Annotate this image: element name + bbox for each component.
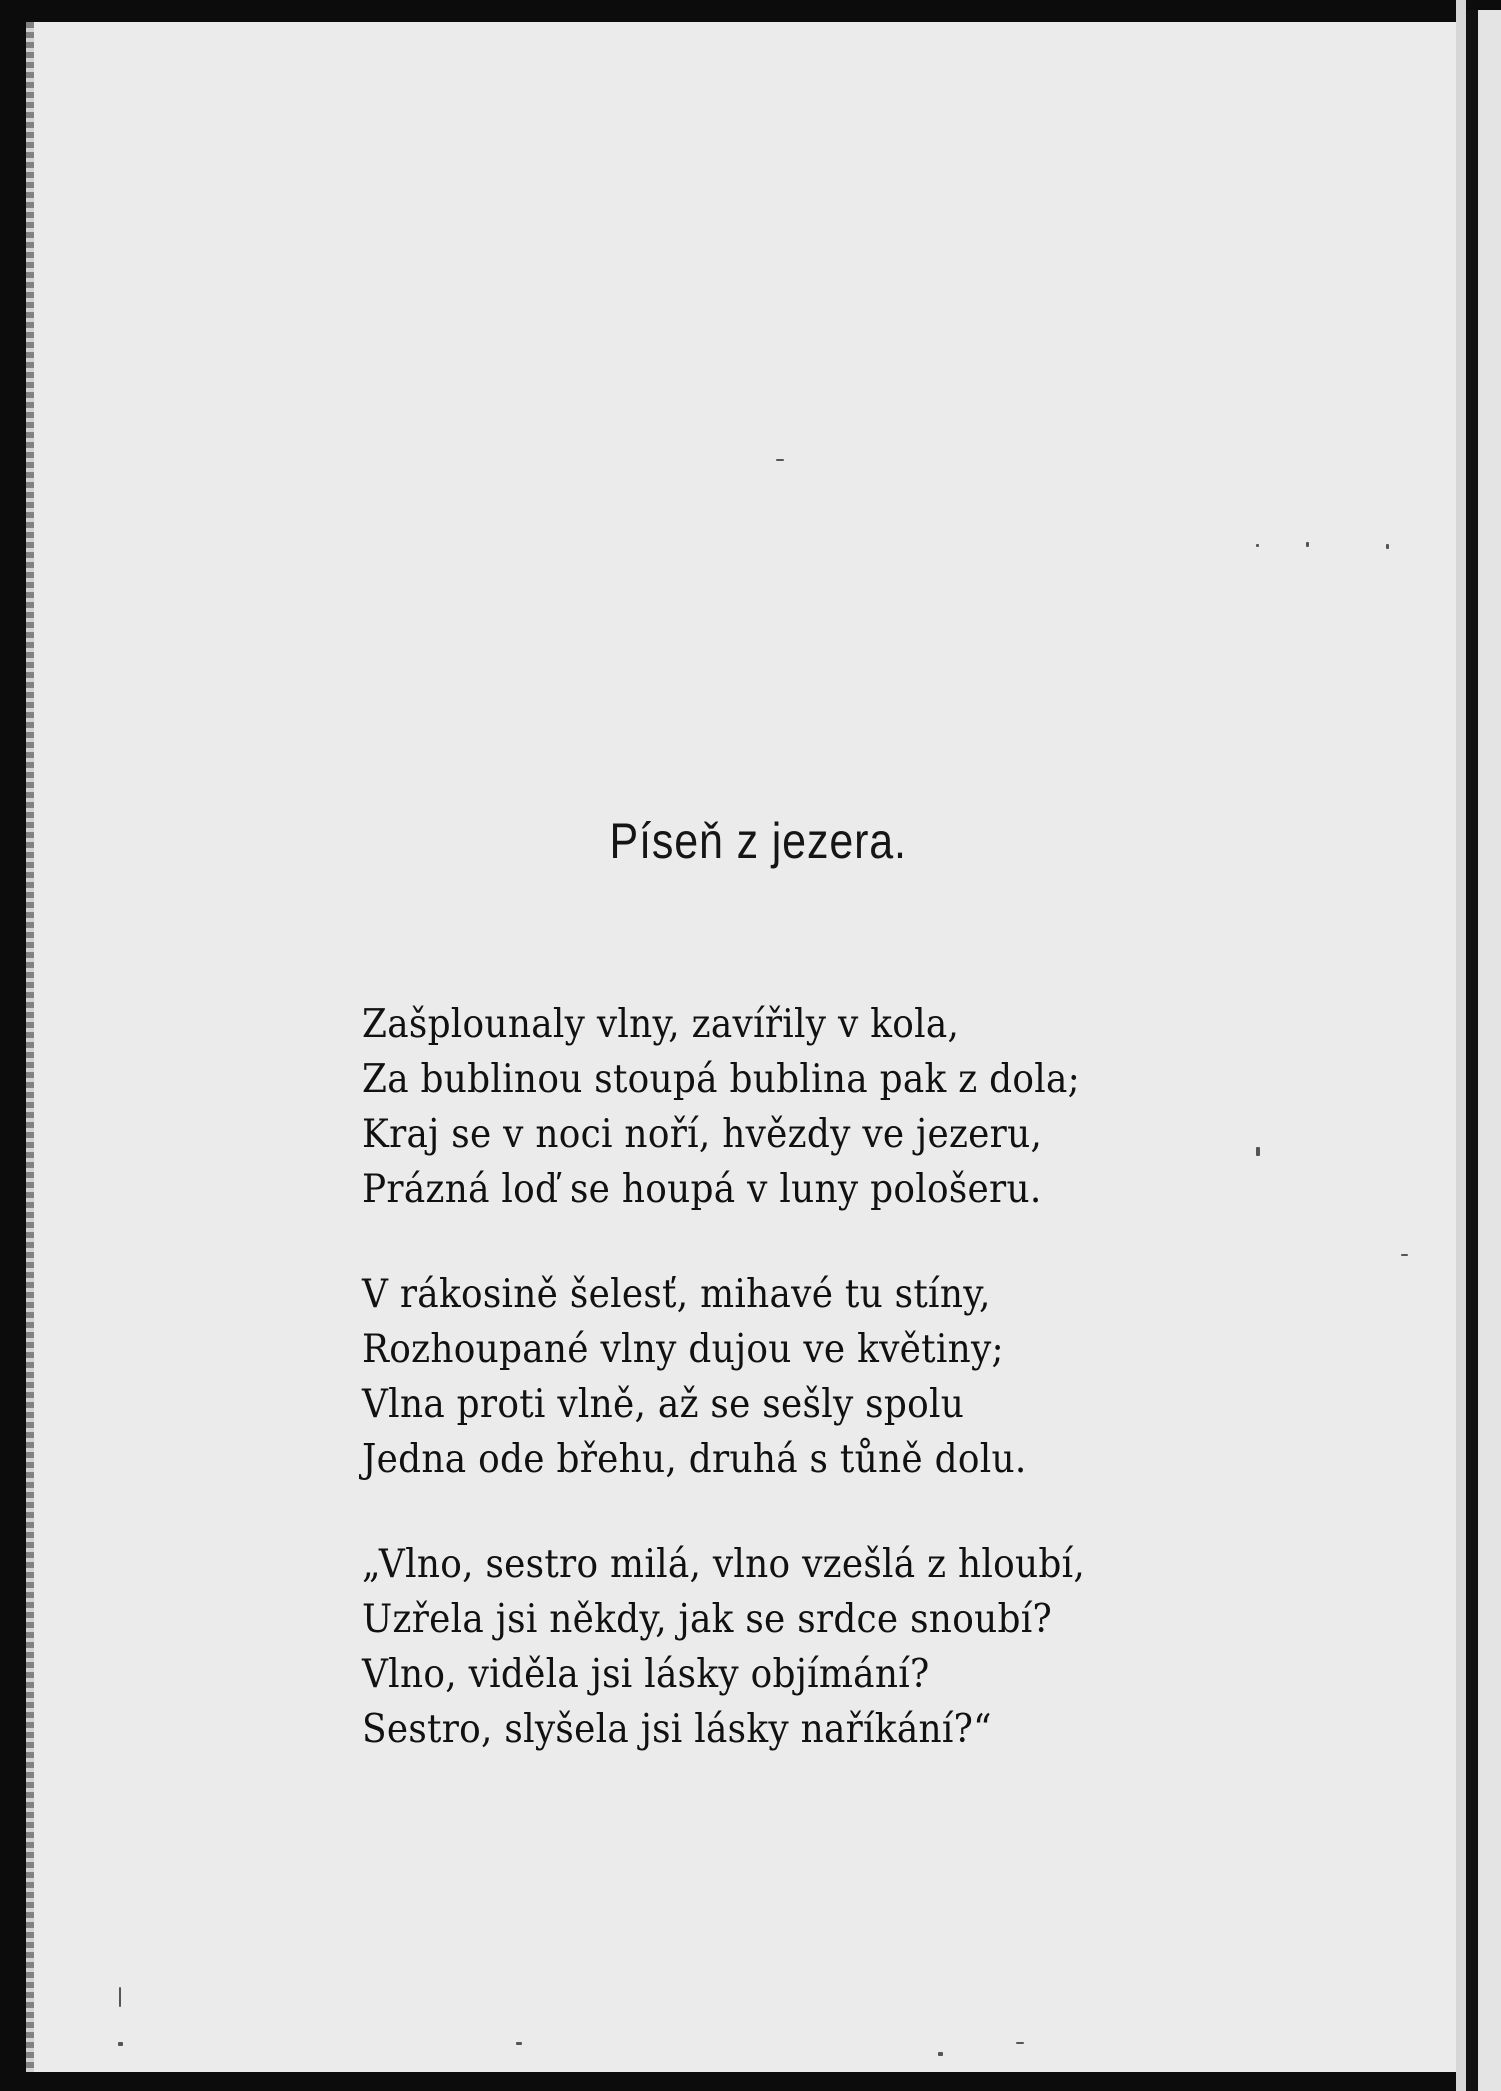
verse-line: Vlno, viděla jsi lásky objímání? bbox=[362, 1652, 930, 1697]
dust-speck bbox=[118, 2042, 123, 2046]
verse-line: Prázná loď se houpá v luny pološeru. bbox=[362, 1167, 1042, 1212]
verse-line: Kraj se v noci noří, hvězdy ve jezeru, bbox=[362, 1112, 1043, 1157]
dust-speck bbox=[119, 1987, 121, 2007]
poem-title: Píseň z jezera. bbox=[609, 813, 907, 869]
verse-line: Rozhoupané vlny dujou ve květiny; bbox=[362, 1327, 1004, 1372]
dust-speck bbox=[516, 2042, 522, 2045]
verse-line: Jedna ode břehu, druhá s tůně dolu. bbox=[362, 1437, 1027, 1482]
verse-line: Vlna proti vlně, až se sešly spolu bbox=[362, 1382, 965, 1427]
verse-line: V rákosině šelesť, mihavé tu stíny, bbox=[362, 1272, 991, 1317]
verse-line: Uzřela jsi někdy, jak se srdce snoubí? bbox=[362, 1597, 1052, 1642]
stanza-3 bbox=[362, 1537, 1322, 1757]
dust-speck bbox=[1306, 542, 1309, 547]
dust-speck bbox=[1016, 2042, 1024, 2044]
dust-speck bbox=[776, 459, 784, 461]
poem-body bbox=[362, 997, 1322, 1807]
dust-speck bbox=[938, 2052, 943, 2056]
book-page bbox=[26, 22, 1456, 2072]
stanza-1 bbox=[362, 997, 1322, 1217]
scan-border bbox=[1456, 0, 1466, 2091]
dust-speck bbox=[1256, 1147, 1260, 1156]
scan-border-dark bbox=[1466, 10, 1478, 2091]
dust-speck bbox=[1256, 544, 1259, 547]
verse-line: Sestro, slyšela jsi lásky naříkání?“ bbox=[362, 1707, 992, 1752]
dust-speck bbox=[1401, 1254, 1408, 1256]
verse-line: „Vlno, sestro milá, vlno vzešlá z hloubí, bbox=[362, 1542, 1086, 1587]
verse-line: Zašplounaly vlny, zavířily v kola, bbox=[362, 1002, 960, 1047]
scan-border-light bbox=[1478, 10, 1501, 2091]
page-edge-binding bbox=[26, 22, 34, 2072]
verse-line: Za bublinou stoupá bublina pak z dola; bbox=[362, 1057, 1080, 1102]
stanza-2 bbox=[362, 1267, 1322, 1487]
dust-speck bbox=[1386, 544, 1389, 549]
